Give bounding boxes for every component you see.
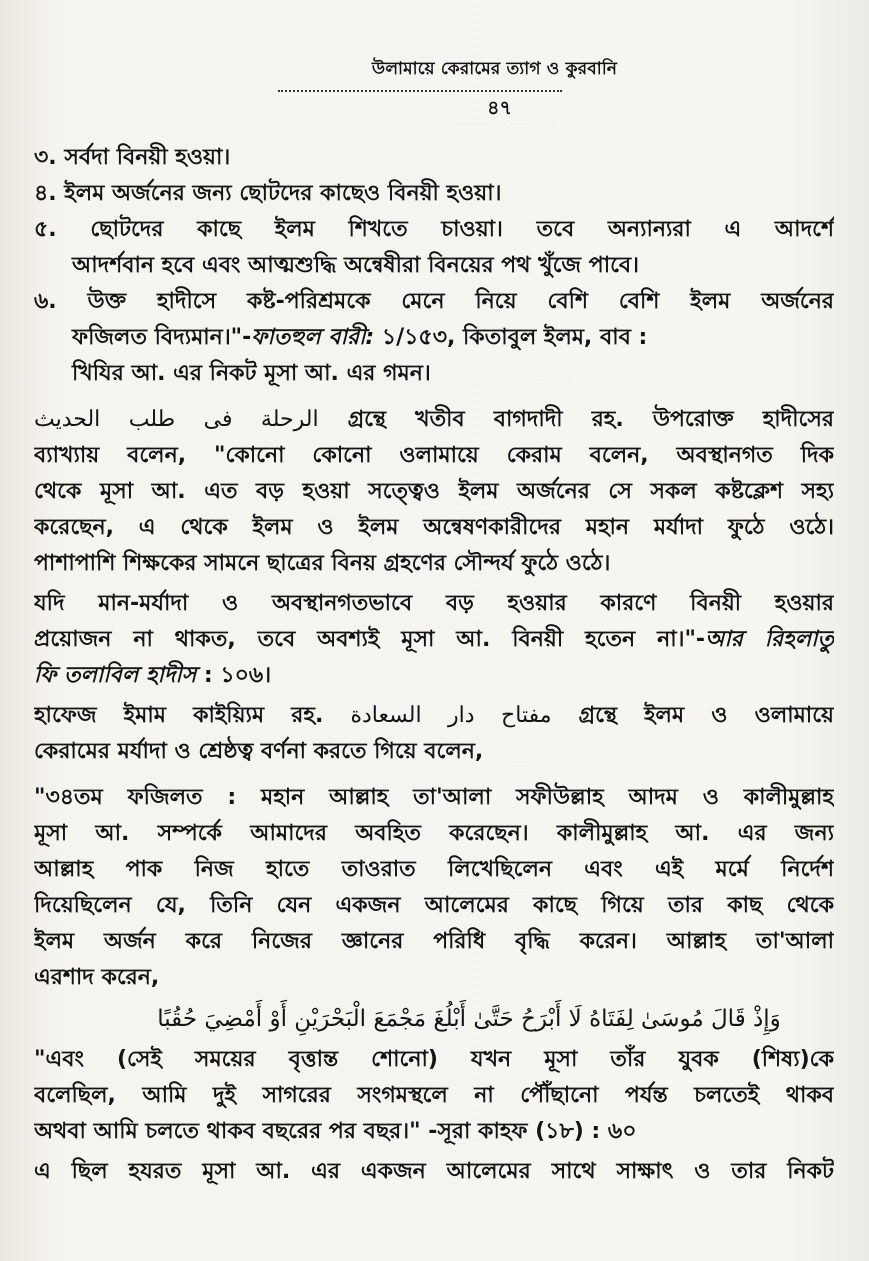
list-item-5-cont: আদর্শবান হবে এবং আত্মশুদ্ধি অন্বেষীরা বিনয়ের পথ খুঁজে পাবে। [72,253,640,278]
list-item-3: ৩. সর্বদা বিনয়ী হওয়া। [34,145,231,170]
paragraph-line [34,402,834,438]
list-item-6-cont2: খিযির আ. এর নিকট মূসা আ. এর গমন। [72,361,431,386]
list-item-6-cont [34,320,834,356]
paragraph-line [34,698,834,734]
paragraph-line: দিয়েছিলেন যে, তিনি যেন একজন আলেমের কাছে গিয়ে তার কাছ থেকে [34,893,834,918]
list-item-6: ৬. উক্ত হাদীসে কষ্ট-পরিশ্রমকে মেনে নিয়ে বেশি বেশি ইলম অর্জনের [34,289,834,314]
paragraph-line: অথবা আমি চলতে থাকব বছরের পর বছর।" -সূরা কাহফ (১৮) : ৬০ [34,1119,637,1144]
paragraph-line: ইলম অর্জন করে নিজের জ্ঞানের পরিধি বৃদ্ধি করেন। আল্লাহ তা'আলা [34,929,834,954]
page-header [0,56,869,126]
header-dotted-rule [278,90,562,92]
paragraph-line [34,780,834,816]
text-run: হাফেজ ইমাম কাইয়্যিম রহ. [34,703,351,728]
section-label: "৩৪তম ফজিলত : [34,785,237,810]
paragraph-line: থেকে মূসা আ. এত বড় হওয়া সত্ত্বেও ইলম অর্জনের সে সকল কষ্টক্লেশ সহ্য [34,479,834,504]
text-run: মহান আল্লাহ তা'আলা সফীউল্লাহ আদম ও কালীমুল্লাহ [236,785,834,810]
paragraph-line: বলেছিল, আমি দুই সাগরের সংগমস্থলে না পৌঁছানো পর্যন্ত চলতেই থাকব [34,1083,834,1108]
paragraph-line: ব্যাখ্যায় বলেন, "কোনো কোনো ওলামায়ে কেরাম বলেন, অবস্থানগত দিক [34,443,834,468]
arabic-book-title: مفتاح دار السعادة [350,703,552,728]
paragraph-line: এ ছিল হযরত মূসা আ. এর একজন আলেমের সাথে সাক্ষাৎ ও তার নিকট [34,1159,834,1184]
arabic-book-title: الرحلة فى طلب الحديث [34,407,319,432]
list-item-5: ৫. ছোটদের কাছে ইলম শিখতে চাওয়া। তবে অন্যান্যরা এ আদর্শে [34,217,834,242]
text-run: গ্রন্থে ইলম ও ওলামায়ে [551,703,834,728]
paragraph-line: যদি মান-মর্যাদা ও অবস্থানগতভাবে বড় হওয়ার কারণে বিনয়ী হওয়ার [34,591,834,616]
paragraph-line [34,658,834,694]
paragraph-line: কেরামের মর্যাদা ও শ্রেষ্ঠত্ব বর্ণনা করতে গিয়ে বলেন, [34,739,484,764]
list-item-4: ৪. ইলম অর্জনের জন্য ছোটদের কাছেও বিনয়ী হওয়া। [34,181,502,206]
page-number: ৪৭ [487,97,512,119]
page-body [34,140,834,1190]
citation-title: আর রিহলাতু [705,627,834,652]
paragraph-line: আল্লাহ পাক নিজ হাতে তাওরাত লিখেছিলেন এবং এই মর্মে নির্দেশ [34,857,834,882]
running-title: উলামায়ে কেরামের ত্যাগ ও কুরবানি [371,59,618,79]
paragraph-line: পাশাপাশি শিক্ষকের সামনে ছাত্রের বিনয় গ্রহণের সৌন্দর্য ফুঠে ওঠে। [34,551,611,576]
text-run: প্রয়োজন না থাকত, তবে অবশ্যই মূসা আ. বিনয়ী হতেন না।"- [34,627,706,652]
text-run: গ্রন্থে খতীব বাগদাদী রহ. উপরোক্ত হাদীসের [318,407,834,432]
citation-title: ফাতহুল বারী: [251,325,375,350]
citation-title: ফি তলাবিল হাদীস [34,663,197,688]
quran-verse: وَإِذْ قَالَ مُوسَىٰ لِفَتَاهُ لَا أَبْرَحُ حَتَّىٰ أَبْلُغَ مَجْمَعَ الْبَحْرَيْنِ أَوْ أَمْضِيَ حُقُبًا [157,1006,781,1032]
text-run: ১/১৫৩, কিতাবুল ইলম, বাব : [374,325,648,350]
paragraph-line: করেছেন, এ থেকে ইলম ও ইলম অন্বেষণকারীদের মহান মর্যাদা ফুঠে ওঠে। [34,515,834,540]
paragraph-line [34,622,834,658]
text-run: : ১০৬। [196,663,272,688]
paragraph-line: এরশাদ করেন, [34,965,160,990]
paragraph-line: "এবং (সেই সময়ের বৃত্তান্ত শোনো) যখন মূসা তাঁর যুবক (শিষ্য)কে [34,1047,834,1072]
paragraph-line: মূসা আ. সম্পর্কে আমাদের অবহিত করেছেন। কালীমুল্লাহ আ. এর জন্য [34,821,834,846]
text-run: ফজিলত বিদ্যমান।"- [72,325,252,350]
